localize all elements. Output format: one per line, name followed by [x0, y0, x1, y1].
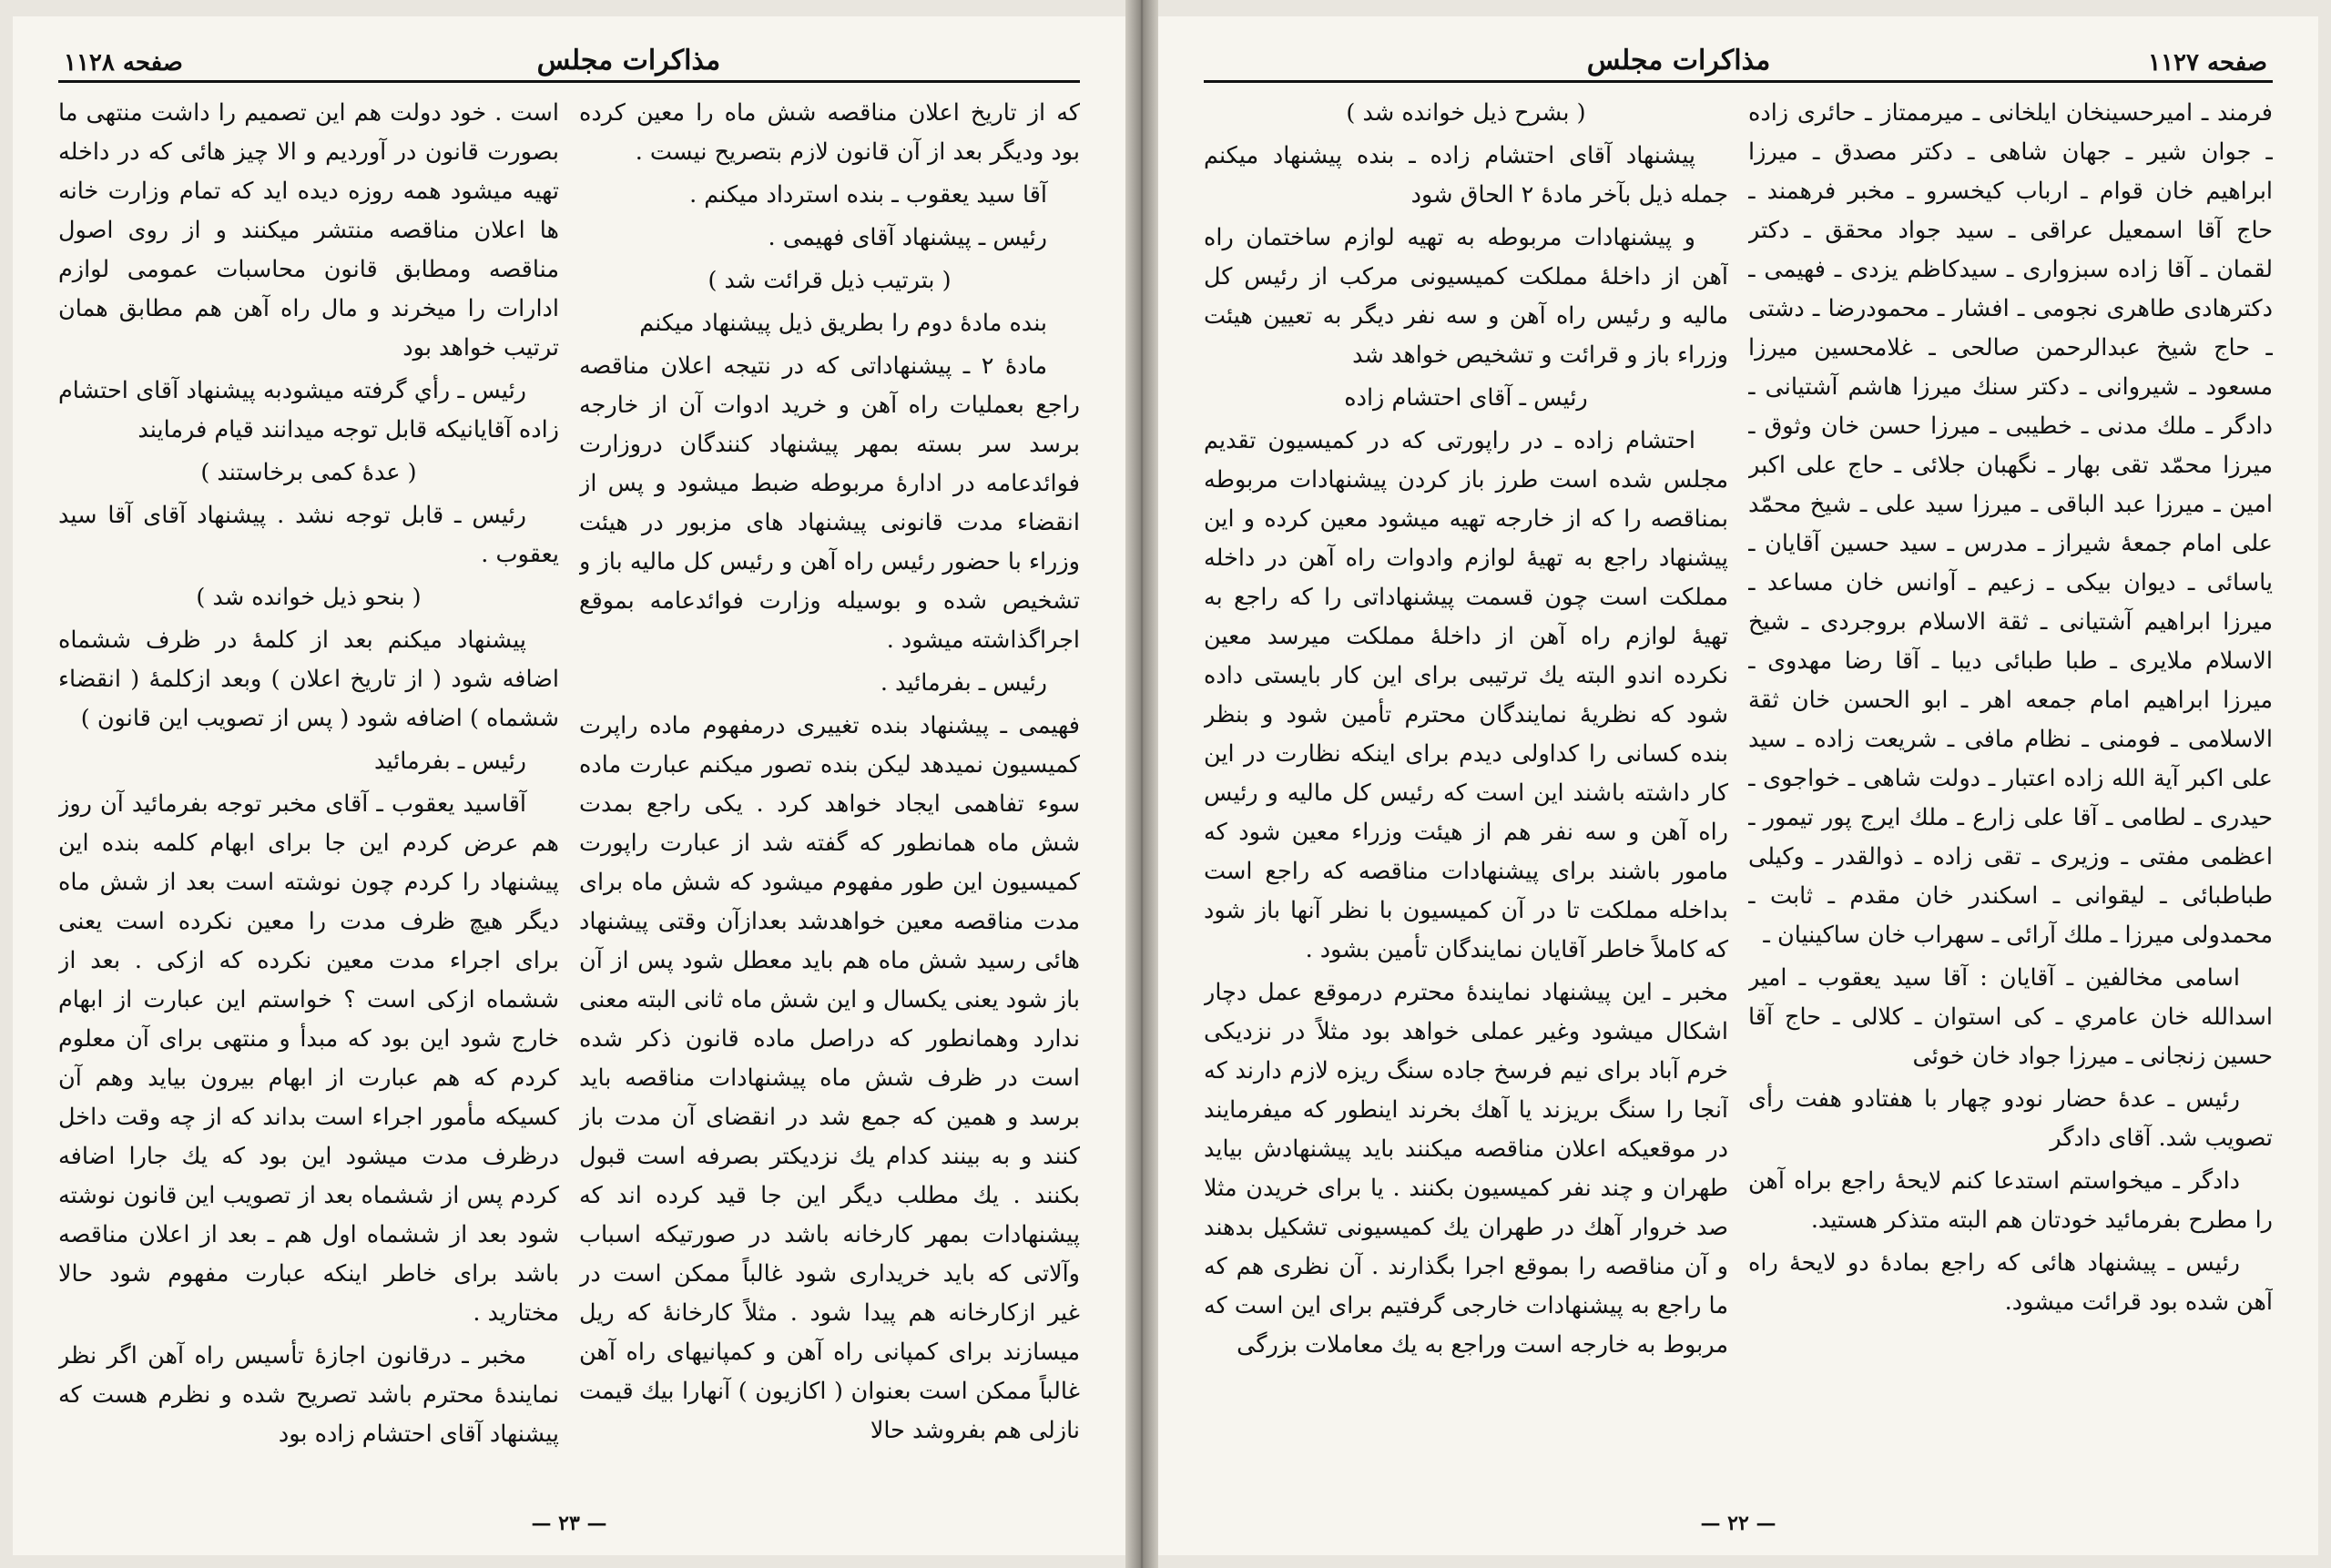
paragraph: دادگر ـ میخواستم استدعا کنم لایحهٔ راجع براه آهن را مطرح بفرمائید خودتان هم البته متذکر هستید.: [1748, 1167, 2273, 1234]
paragraph: رئیس ـ قابل توجه نشد . پیشنهاد آقای آقا سید یعقوب .: [58, 502, 559, 568]
page-footer-number: — ۲۳ —: [531, 1512, 607, 1535]
right-page-right-column: [1748, 94, 2273, 1487]
right-page-left-column: [1204, 94, 1728, 1487]
stage-direction: ( بنحو ذیل خوانده شد ): [196, 584, 422, 611]
paragraph: رئیس ـ آقای احتشام زاده: [1344, 384, 1588, 412]
paragraph: پیشنهاد میکنم بعد از کلمهٔ در ظرف ششماه اضافه شود ( از تاریخ اعلان ) وبعد ازکلمهٔ ( انقضاء ششماه ) اضافه شود ( پس از تصویب این قانون ): [58, 626, 559, 732]
right-page-columns: [1204, 94, 2273, 1487]
page-label: صفحه ۱۱۲۷: [2148, 49, 2267, 76]
right-page-header: [1204, 40, 2273, 83]
paragraph: است . خود دولت هم این تصمیم را داشت منتهی ما بصورت قانون در آوردیم و الا چیز هائی که در داخله تهیه میشود همه روزه دیده اید که تمام وزارت خانه ها اعلان مناقصه منتشر میکنند و از روی اصول مناقصه ومطابق قانون محاسبات عمومی لوازم ادارات را میخرند و مال راه آهن هم مطابق همان ترتیب خواهد بود: [58, 99, 559, 361]
paragraph: و پیشنهادات مربوطه به تهیه لوازم ساختمان راه آهن از داخلهٔ مملکت کمیسیونی مرکب از رئیس کل مالیه و رئیس راه آهن و سه نفر دیگر به تعیین هیئت وزراء باز و قرائت و تشخیص خواهد شد: [1204, 224, 1728, 369]
paragraph: مخبر ـ این پیشنهاد نمایندهٔ محترم درموقع عمل دچار اشکال میشود وغیر عملی خواهد بود مثلاً در نزدیکی خرم آباد برای نیم فرسخ جاده سنگ ریزه لازم دارند که آنجا را سنگ بریزند یا آهك بخرند اینطور که میفرمایند در موقعیکه اعلان مناقصه میکنند باید پیشنهادش بیاید طهران و چند نفر کمیسیون بکنند . یا برای خریدن مثلا صد خروار آهك در طهران یك کمیسیونی تشکیل بدهند و آن مناقصه را بموقع اجرا بگذارند . آن نظری هم که ما راجع به پیشنهادات خارجی گرفتیم برای این است که مربوط به خارجه است وراجع به یك معاملات بزرگی: [1204, 979, 1728, 1359]
paragraph: بنده مادهٔ دوم را بطریق ذیل پیشنهاد میکنم: [639, 310, 1047, 337]
stage-direction: ( بترتیب ذیل قرائت شد ): [707, 267, 952, 294]
paragraph: آقاسید یعقوب ـ آقای مخبر توجه بفرمائید آن روز هم عرض کردم این جا برای ابهام کلمه بنده این پیشنهاد را کردم چون نوشته است بعد از شش ماه دیگر هیچ ظرف مدت را معین نکرده است یعنی برای اجراء مدت معین نکرده که ازکی . بعد از ششماه ازکی است ؟ خواستم این عبارت از ابهام خارج شود این بود که مبدأ و منتهی برای آن معلوم کردم که هم عبارت از ابهام بیرون بیاید وهم آن کسیکه مأمور اجراء است بداند که از چه وقت داخل درظرف مدت میشود این بود که یك جارا اضافه کردم پس از ششماه بعد از تصویب این قانون نوشته شود بعد از ششماه اول هم ـ بعد از اعلان مناقصه باشد برای خاطر اینکه عبارت مفهوم شود حالا مختارید .: [58, 790, 559, 1327]
left-page-right-column: [579, 94, 1080, 1487]
paragraph: رئیس ـ بفرمائید: [374, 748, 526, 775]
stage-direction: ( بشرح ذیل خوانده شد ): [1346, 99, 1586, 127]
page-footer-number: — ۲۲ —: [1700, 1512, 1776, 1535]
paragraph: رئیس ـ عدهٔ حضار نودو چهار با هفتادو هفت رأی تصویب شد. آقای دادگر: [1748, 1085, 2273, 1152]
paragraph: فهیمی ـ پیشنهاد بنده تغییری درمفهوم ماده راپرت کمیسیون نمیدهد لیکن بنده تصور میکنم عبارت ماده سوء تفاهمی ایجاد خواهد کرد . یکی راجع بمدت شش ماه همانطور که گفته شد از عبارت راپورت کمیسیون این طور مفهوم میشود که شش ماه برای مدت مناقصه معین خواهدشد بعدازآن وقتی پیشنهاد هائی رسید شش ماه هم باید معطل شود پس از آن باز شود یعنی یکسال و این شش ماه ثانی البته معنی ندارد وهمانطور که دراصل ماده قانون ذکر شده است در ظرف شش ماه پیشنهادات مناقصه باید برسد و همین که جمع شد در انقضای آن مدت باز کنند و به بینند کدام یك نزدیکتر بصرفه است قبول بکنند . یك مطلب دیگر این جا قید کرده اند که پیشنهادات بمهر کارخانه باشد در صورتیکه اسباب وآلاتی که باید خریداری شود غالباً ممکن است در غیر ازکارخانه هم پیدا شود . مثلاً کارخانهٔ که ریل میسازند برای کمپانی راه آهن و کمپانیهای راه آهن غالباً ممکن است بعنوان ( اکازیون ) آنهارا بیك قیمت نازلی هم بفروشد حالا: [579, 712, 1080, 1444]
journal-title: مذاکرات مجلس: [536, 45, 721, 76]
paragraph: مخبر ـ درقانون اجازهٔ تأسیس راه آهن اگر نظر نمایندهٔ محترم باشد تصریح شده و نظرم هست که پیشنهاد آقای احتشام زاده بود: [58, 1342, 559, 1448]
journal-title: مذاکرات مجلس: [1586, 45, 1771, 76]
paragraph: مادهٔ ۲ ـ پیشنهاداتی که در نتیجه اعلان مناقصه راجع بعملیات راه آهن و خرید ادوات آن از خارجه برسد سر بسته بمهر پیشنهاد کنندگان دروزارت فوائدعامه در ادارهٔ مربوطه ضبط میشود و پس از انقضاء مدت قانونی پیشنهاد های مزبور در هیئت وزراء با حضور رئیس راه آهن و رئیس کل مالیه باز و تشخیص شده و بوسیله وزارت فوائدعامه بموقع اجراگذاشته میشود .: [579, 352, 1080, 654]
paragraph: رئیس ـ رأي گرفته میشودبه پیشنهاد آقای احتشام زاده آقایانیکه قابل توجه میدانند قیام فرمایند: [58, 377, 559, 443]
book-gutter: [1125, 0, 1158, 1568]
paragraph: رئیس ـ پیشنهاد آقای فهیمی .: [768, 224, 1047, 251]
paragraph: که از تاریخ اعلان مناقصه شش ماه را معین کرده بود ودیگر بعد از آن قانون لازم بتصریح نیست .: [579, 99, 1080, 166]
paragraph: رئیس ـ بفرمائید .: [880, 669, 1047, 697]
paragraph: آقا سید یعقوب ـ بنده استرداد میکنم .: [689, 181, 1047, 209]
paragraph: رئیس ـ پیشنهاد هائی که راجع بمادهٔ دو لایحهٔ راه آهن شده بود قرائت میشود.: [1748, 1249, 2273, 1316]
paragraph: پیشنهاد آقای احتشام زاده ـ بنده پیشنهاد میکنم جمله ذیل بآخر مادهٔ ۲ الحاق شود: [1204, 142, 1728, 209]
paragraph: احتشام زاده ـ در راپورتی که در کمیسیون تقدیم مجلس شده است طرز باز کردن پیشنهادات مربوطه بمناقصه را که از خارجه تهیه میشود معین کرده و این پیشنهاد راجع به تهیهٔ لوازم وادوات راه آهن در داخله مملکت است چون قسمت پیشنهاداتی را که راجع به تهیهٔ لوازم راه آهن از داخلهٔ مملکت میرسد معین نکرده اندو البته یك ترتیبی برای این کار بایستی داده شود که نظریهٔ نمایندگان محترم تأمین شود و بنظر بنده کسانی را کداولی دیدم برای اینکه نظارت در این کار داشته باشند این است که رئیس کل مالیه و رئیس راه آهن و سه نفر هم از هیئت وزراء معین شود که مامور باشند برای پیشنهادات مناقصه که راجع است بداخله مملکت تا در آن کمیسیون با نظر آنها باز شود که کاملاً خاطر آقایان نمایندگان تأمین بشود .: [1204, 427, 1728, 963]
left-page: [13, 16, 1125, 1555]
left-page-columns: [58, 94, 1080, 1487]
left-page-header: [58, 40, 1080, 83]
stage-direction: ( عدهٔ کمی برخاستند ): [200, 459, 417, 486]
page-label: صفحه ۱۱۲۸: [64, 49, 183, 76]
left-page-left-column: [58, 94, 559, 1487]
paragraph: اسامی مخالفین ـ آقایان : آقا سید یعقوب ـ امیر اسدالله خان عامري ـ کی استوان ـ کلالی ـ حاج آقا حسین زنجانی ـ میرزا جواد خان خوئی: [1748, 964, 2273, 1070]
right-page: [1158, 16, 2318, 1555]
paragraph: فرمند ـ امیرحسینخان ایلخانی ـ میرممتاز ـ حائری زاده ـ جوان شیر ـ جهان شاهی ـ دکتر مصدق ـ میرزا ابراهیم خان قوام ـ ارباب کیخسرو ـ مخبر فرهمند ـ حاج آقا اسمعیل عراقی ـ سید جواد محقق ـ دکتر لقمان ـ آقا زاده سبزواری ـ سیدکاظم یزدی ـ فهیمی ـ دکترهادی طاهری نجومی ـ افشار ـ محمودرضا ـ دشتی ـ حاج شیخ عبدالرحمن صالحی ـ غلامحسین میرزا مسعود ـ شیروانی ـ دکتر سنك میرزا هاشم آشتیانی ـ دادگر ـ ملك مدنی ـ خطیبی ـ میرزا حسن خان وثوق ـ میرزا محمّد تقی بهار ـ نگهبان جلائی ـ حاج علی اکبر امین ـ میرزا عبد الباقی ـ میرزا سید علی ـ شیخ محمّد علی امام جمعهٔ شیراز ـ مدرس ـ سید حسین آقایان ـ یاسائی ـ دیوان بیکی ـ زعیم ـ آوانس خان مساعد ـ میرزا ابراهیم آشتیانی ـ ثقة الاسلام بروجردی ـ شیخ الاسلام ملایری ـ طبا طبائی دیبا ـ آقا رضا مهدوی ـ میرزا ابراهیم امام جمعه اهر ـ ابو الحسن خان ثقة الاسلامی ـ فومنی ـ نظام مافی ـ شریعت زاده ـ سید علی اکبر آیة الله زاده اعتبار ـ دولت شاهی ـ خواجوی ـ حیدری ـ لطامی ـ آقا علی زارع ـ ملك ایرج پور تیمور ـ اعظمی مفتی ـ وزیری ـ تقی زاده ـ ذوالقدر ـ وکیلی طباطبائی ـ لیقوانی ـ اسکندر خان مقدم ـ ثابت ـ محمدولی میرزا ـ ملك آرائی ـ سهراب خان ساکینیان ـ: [1748, 99, 2273, 949]
